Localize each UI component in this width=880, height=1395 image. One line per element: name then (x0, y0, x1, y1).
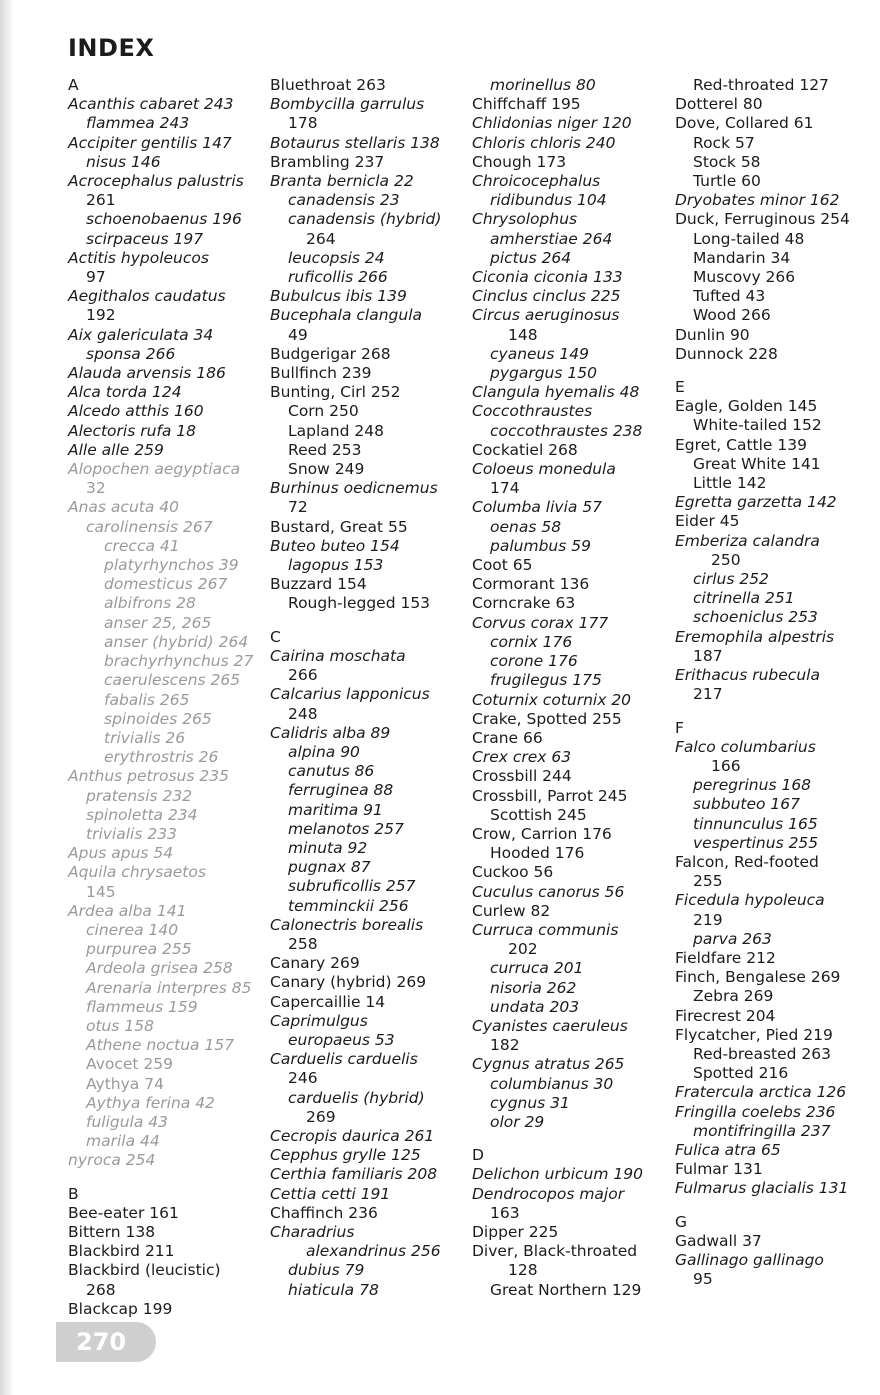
index-entry: 248 (288, 704, 318, 723)
index-entry: Corncrake 63 (472, 594, 576, 613)
index-entry: Cinclus cinclus 225 (472, 287, 621, 306)
index-entry: Falcon, Red-footed (675, 852, 819, 871)
index-entry: 95 (693, 1270, 713, 1289)
index-entry: erythrostris 26 (104, 748, 219, 767)
index-entry: brachyrhynchus 27 (104, 652, 254, 671)
index-entry: Long-tailed 48 (693, 229, 805, 248)
index-entry: Alcedo atthis 160 (68, 402, 204, 421)
index-entry: Fieldfare 212 (675, 948, 776, 967)
index-entry: Calonectris borealis (270, 915, 424, 934)
page-title: INDEX (68, 34, 155, 62)
index-entry: Dunlin 90 (675, 325, 750, 344)
index-entry: Calidris alba 89 (270, 723, 391, 742)
index-entry: 145 (86, 882, 116, 901)
index-entry: 219 (693, 910, 723, 929)
index-entry: temminckii 256 (288, 896, 409, 915)
index-entry: spinoletta 234 (86, 805, 198, 824)
index-entry: undata 203 (490, 997, 580, 1016)
index-entry: Avocet 259 (86, 1055, 173, 1074)
index-entry: 49 (288, 325, 308, 344)
index-entry: Brambling 237 (270, 152, 385, 171)
index-entry: spinoides 265 (104, 709, 212, 728)
index-entry: Rock 57 (693, 133, 755, 152)
index-entry: Great Northern 129 (490, 1280, 642, 1299)
index-entry: Blackbird (leucistic) (68, 1261, 221, 1280)
index-entry: fabalis 265 (104, 690, 190, 709)
index-entry: Bombycilla garrulus (270, 95, 425, 114)
index-entry: Ardeola grisea 258 (86, 959, 233, 978)
index-entry: Alauda arvensis 186 (68, 364, 226, 383)
index-entry: Cecropis daurica 261 (270, 1126, 435, 1145)
index-entry: dubius 79 (288, 1261, 365, 1280)
index-entry: Great White 141 (693, 454, 821, 473)
index-entry: schoenobaenus 196 (86, 210, 242, 229)
index-entry: Fratercula arctica 126 (675, 1083, 847, 1102)
index-entry: Eider 45 (675, 512, 740, 531)
index-entry: 72 (288, 498, 308, 517)
index-entry: 128 (508, 1261, 538, 1280)
section-letter: B (68, 1184, 79, 1203)
index-entry: Ficedula hypoleuca (675, 891, 825, 910)
index-entry: Fulmarus glacialis 131 (675, 1179, 849, 1198)
index-entry: Acrocephalus palustris (68, 172, 244, 191)
index-entry: cygnus 31 (490, 1093, 570, 1112)
index-entry: Branta bernicla 22 (270, 172, 414, 191)
section-letter: D (472, 1146, 484, 1165)
index-entry: Bubulcus ibis 139 (270, 287, 407, 306)
index-entry: 266 (288, 666, 318, 685)
index-entry: Dunnock 228 (675, 344, 778, 363)
index-entry: oenas 58 (490, 517, 562, 536)
index-entry: Crow, Carrion 176 (472, 824, 612, 843)
index-entry: parva 263 (693, 929, 772, 948)
index-entry: Burhinus oedicnemus (270, 479, 438, 498)
index-entry: nyroca 254 (68, 1151, 156, 1170)
index-entry: 166 (711, 756, 741, 775)
index-entry: Crane 66 (472, 728, 543, 747)
index-entry: Aythya ferina 42 (86, 1093, 215, 1112)
index-entry: Cockatiel 268 (472, 440, 578, 459)
index-entry: ruficollis 266 (288, 268, 388, 287)
index-entry: Rough-legged 153 (288, 594, 431, 613)
index-entry: carduelis (hybrid) (288, 1088, 425, 1107)
section-letter: F (675, 718, 684, 737)
index-entry: Accipiter gentilis 147 (68, 133, 232, 152)
index-entry: Charadrius (270, 1222, 355, 1241)
section-letter: A (68, 76, 79, 94)
index-entry: White-tailed 152 (693, 416, 822, 435)
index-entry: Aythya 74 (86, 1074, 164, 1093)
index-entry: morinellus 80 (490, 76, 596, 94)
index-entry: Crake, Spotted 255 (472, 709, 622, 728)
index-entry: 174 (490, 479, 520, 498)
index-entry: Aix galericulata 34 (68, 325, 214, 344)
index-entry: Canary 269 (270, 954, 360, 973)
index-entry: olor 29 (490, 1112, 545, 1131)
section-letter: G (675, 1212, 688, 1231)
index-entry: Crossbill 244 (472, 767, 572, 786)
index-entry: tinnunculus 165 (693, 814, 818, 833)
index-entry: Finch, Bengalese 269 (675, 968, 841, 987)
section-letter: E (675, 378, 685, 397)
index-entry: 187 (693, 646, 723, 665)
index-entry: Mandarin 34 (693, 248, 791, 267)
index-entry: Crex crex 63 (472, 748, 572, 767)
index-entry: Gadwall 37 (675, 1231, 762, 1250)
index-entry: Acanthis cabaret 243 (68, 95, 234, 114)
index-entry: Zebra 269 (693, 987, 774, 1006)
index-entry: Apus apus 54 (68, 844, 174, 863)
index-entry: Duck, Ferruginous 254 (675, 210, 850, 229)
index-entry: Dove, Collared 61 (675, 114, 814, 133)
index-entry: marila 44 (86, 1132, 160, 1151)
index-entry: fuligula 43 (86, 1112, 169, 1131)
index-entry: Little 142 (693, 474, 767, 493)
index-entry: canutus 86 (288, 762, 375, 781)
index-entry: palumbus 59 (490, 536, 591, 555)
index-entry: Firecrest 204 (675, 1006, 776, 1025)
index-entry: cirlus 252 (693, 570, 769, 589)
index-entry: Stock 58 (693, 152, 761, 171)
index-entry: nisoria 262 (490, 978, 577, 997)
index-entry: Dryobates minor 162 (675, 191, 840, 210)
index-entry: Eagle, Golden 145 (675, 397, 818, 416)
index-entry: Bluethroat 263 (270, 76, 386, 94)
index-entry: Curruca communis (472, 920, 619, 939)
index-entry: Alca torda 124 (68, 383, 182, 402)
index-entry: nisus 146 (86, 152, 161, 171)
index-entry: schoeniclus 253 (693, 608, 818, 627)
index-entry: europaeus 53 (288, 1030, 395, 1049)
index-entry: 261 (86, 191, 116, 210)
index-entry: Fringilla coelebs 236 (675, 1102, 836, 1121)
index-column-1 (68, 76, 268, 1319)
index-entry: subbuteo 167 (693, 795, 801, 814)
index-entry: Scottish 245 (490, 805, 587, 824)
index-entry: Aegithalos caudatus (68, 287, 226, 306)
index-entry: Chloris chloris 240 (472, 133, 616, 152)
index-entry: melanotos 257 (288, 819, 404, 838)
index-entry: Chiffchaff 195 (472, 95, 581, 114)
index-entry: Emberiza calandra (675, 531, 820, 550)
index-entry: Cepphus grylle 125 (270, 1146, 421, 1165)
index-entry: Columba livia 57 (472, 498, 603, 517)
index-entry: Capercaillie 14 (270, 992, 386, 1011)
index-entry: Cettia cetti 191 (270, 1184, 391, 1203)
index-entry: canadensis (hybrid) (288, 210, 442, 229)
index-entry: pictus 264 (490, 248, 572, 267)
index-entry: Circus aeruginosus (472, 306, 620, 325)
index-entry: 192 (86, 306, 116, 325)
index-entry: Diver, Black-throated (472, 1242, 638, 1261)
index-entry: maritima 91 (288, 800, 383, 819)
index-entry: hiaticula 78 (288, 1280, 379, 1299)
index-entry: Tufted 43 (693, 287, 766, 306)
index-entry: Coloeus monedula (472, 460, 616, 479)
index-entry: sponsa 266 (86, 344, 176, 363)
index-entry: Anthus petrosus 235 (68, 767, 229, 786)
index-entry: 32 (86, 479, 106, 498)
index-entry: ferruginea 88 (288, 781, 394, 800)
index-entry: Athene noctua 157 (86, 1036, 235, 1055)
index-entry: Alle alle 259 (68, 440, 164, 459)
index-entry: 246 (288, 1069, 318, 1088)
index-entry: Cuckoo 56 (472, 863, 554, 882)
page-number: 270 (76, 1328, 127, 1356)
index-entry: lagopus 153 (288, 556, 384, 575)
index-entry: Wood 266 (693, 306, 771, 325)
index-entry: Dotterel 80 (675, 95, 763, 114)
index-entry: Dipper 225 (472, 1222, 559, 1241)
index-entry: frugilegus 175 (490, 671, 602, 690)
index-entry: alpina 90 (288, 742, 360, 761)
index-entry: Coccothraustes (472, 402, 593, 421)
index-entry: amherstiae 264 (490, 229, 613, 248)
index-entry: Fulica atra 65 (675, 1140, 781, 1159)
index-entry: Ardea alba 141 (68, 901, 187, 920)
index-entry: Chrysolophus (472, 210, 578, 229)
index-column-3 (472, 76, 672, 1300)
index-entry: 250 (711, 550, 741, 569)
index-entry: Buteo buteo 154 (270, 536, 400, 555)
index-entry: cornix 176 (490, 632, 573, 651)
index-entry: caerulescens 265 (104, 671, 241, 690)
index-entry: Cormorant 136 (472, 575, 590, 594)
index-entry: vespertinus 255 (693, 833, 819, 852)
index-entry: Aquila chrysaetos (68, 863, 206, 882)
index-entry: Red-throated 127 (693, 76, 829, 94)
index-entry: 268 (86, 1280, 116, 1299)
index-entry: Bucephala clangula (270, 306, 423, 325)
index-entry: flammeus 159 (86, 997, 198, 1016)
index-entry: Ciconia ciconia 133 (472, 268, 623, 287)
index-entry: columbianus 30 (490, 1074, 614, 1093)
index-entry: 178 (288, 114, 318, 133)
index-entry: purpurea 255 (86, 940, 192, 959)
index-entry: 97 (86, 268, 106, 287)
index-entry: 148 (508, 325, 538, 344)
index-entry: Bittern 138 (68, 1222, 156, 1241)
index-entry: 255 (693, 872, 723, 891)
index-entry: minuta 92 (288, 838, 368, 857)
index-entry: flammea 243 (86, 114, 190, 133)
index-entry: Curlew 82 (472, 901, 551, 920)
index-entry: Corn 250 (288, 402, 359, 421)
index-entry: Eremophila alpestris (675, 627, 835, 646)
index-entry: Lapland 248 (288, 421, 384, 440)
index-entry: Botaurus stellaris 138 (270, 133, 440, 152)
index-entry: cyaneus 149 (490, 344, 589, 363)
index-entry: Chlidonias niger 120 (472, 114, 632, 133)
index-entry: pygargus 150 (490, 364, 597, 383)
index-entry: Budgerigar 268 (270, 344, 391, 363)
index-entry: Blackcap 199 (68, 1299, 173, 1318)
index-entry: 163 (490, 1203, 520, 1222)
index-entry: Alectoris rufa 18 (68, 421, 197, 440)
index-entry: Blackbird 211 (68, 1242, 175, 1261)
index-entry: Red-breasted 263 (693, 1044, 831, 1063)
index-entry: leucopsis 24 (288, 248, 385, 267)
index-entry: albifrons 28 (104, 594, 196, 613)
index-column-2 (270, 76, 470, 1300)
index-entry: Fulmar 131 (675, 1160, 763, 1179)
index-entry: Snow 249 (288, 460, 365, 479)
index-entry: subruficollis 257 (288, 877, 416, 896)
index-entry: montifringilla 237 (693, 1121, 831, 1140)
index-entry: Certhia familiaris 208 (270, 1165, 438, 1184)
index-entry: Alopochen aegyptiaca (68, 460, 241, 479)
index-entry: Flycatcher, Pied 219 (675, 1025, 833, 1044)
index-entry: Delichon urbicum 190 (472, 1165, 643, 1184)
index-entry: Egretta garzetta 142 (675, 493, 837, 512)
index-entry: Erithacus rubecula (675, 666, 820, 685)
index-entry: Coturnix coturnix 20 (472, 690, 632, 709)
index-entry: pugnax 87 (288, 858, 371, 877)
index-entry: trivialis 26 (104, 728, 186, 747)
index-entry: coccothraustes 238 (490, 421, 643, 440)
index-entry: corone 176 (490, 652, 578, 671)
index-entry: canadensis 23 (288, 191, 400, 210)
index-entry: crecca 41 (104, 536, 180, 555)
index-entry: curruca 201 (490, 959, 584, 978)
index-entry: Corvus corax 177 (472, 613, 609, 632)
index-entry: Canary (hybrid) 269 (270, 973, 427, 992)
index-entry: otus 158 (86, 1016, 154, 1035)
index-entry: 258 (288, 934, 318, 953)
index-entry: platyrhynchos 39 (104, 556, 239, 575)
section-letter: C (270, 627, 281, 646)
index-entry: 269 (306, 1107, 336, 1126)
index-entry: Cygnus atratus 265 (472, 1055, 625, 1074)
index-entry: Hooded 176 (490, 844, 585, 863)
index-entry: Chough 173 (472, 152, 567, 171)
index-entry: anser (hybrid) 264 (104, 632, 249, 651)
index-entry: 202 (508, 940, 538, 959)
index-entry: carolinensis 267 (86, 517, 213, 536)
index-entry: Bee-eater 161 (68, 1203, 179, 1222)
index-entry: anser 25, 265 (104, 613, 212, 632)
index-entry: citrinella 251 (693, 589, 795, 608)
index-entry: Crossbill, Parrot 245 (472, 786, 628, 805)
index-entry: Cuculus canorus 56 (472, 882, 625, 901)
index-entry: Buzzard 154 (270, 575, 367, 594)
index-entry: Reed 253 (288, 440, 362, 459)
index-entry: pratensis 232 (86, 786, 193, 805)
index-entry: alexandrinus 256 (306, 1242, 441, 1261)
index-entry: Falco columbarius (675, 737, 816, 756)
index-entry: Spotted 216 (693, 1064, 789, 1083)
index-entry: Clangula hyemalis 48 (472, 383, 640, 402)
index-entry: Cyanistes caeruleus (472, 1016, 628, 1035)
index-entry: Turtle 60 (693, 172, 761, 191)
index-entry: trivialis 233 (86, 824, 177, 843)
index-entry: Egret, Cattle 139 (675, 435, 807, 454)
index-entry: Arenaria interpres 85 (86, 978, 252, 997)
index-entry: Actitis hypoleucos (68, 248, 209, 267)
index-entry: domesticus 267 (104, 575, 228, 594)
index-entry: scirpaceus 197 (86, 229, 204, 248)
index-column-4 (675, 76, 875, 1289)
index-entry: Bustard, Great 55 (270, 517, 408, 536)
index-entry: Muscovy 266 (693, 268, 796, 287)
index-entry: Calcarius lapponicus (270, 685, 430, 704)
index-entry: 182 (490, 1036, 520, 1055)
index-entry: Dendrocopos major (472, 1184, 625, 1203)
page-gutter-shadow (0, 0, 14, 1395)
index-entry: Carduelis carduelis (270, 1050, 418, 1069)
index-entry: Chaffinch 236 (270, 1203, 378, 1222)
index-entry: Bullfinch 239 (270, 364, 372, 383)
index-entry: cinerea 140 (86, 920, 179, 939)
index-entry: Gallinago gallinago (675, 1250, 824, 1269)
index-entry: Caprimulgus (270, 1011, 368, 1030)
index-entry: Chroicocephalus (472, 172, 601, 191)
index-entry: peregrinus 168 (693, 776, 812, 795)
index-entry: Anas acuta 40 (68, 498, 179, 517)
index-entry: 264 (306, 229, 336, 248)
index-entry: Coot 65 (472, 556, 533, 575)
index-entry: ridibundus 104 (490, 191, 607, 210)
index-entry: Bunting, Cirl 252 (270, 383, 401, 402)
index-entry: Cairina moschata (270, 646, 406, 665)
index-entry: 217 (693, 685, 723, 704)
